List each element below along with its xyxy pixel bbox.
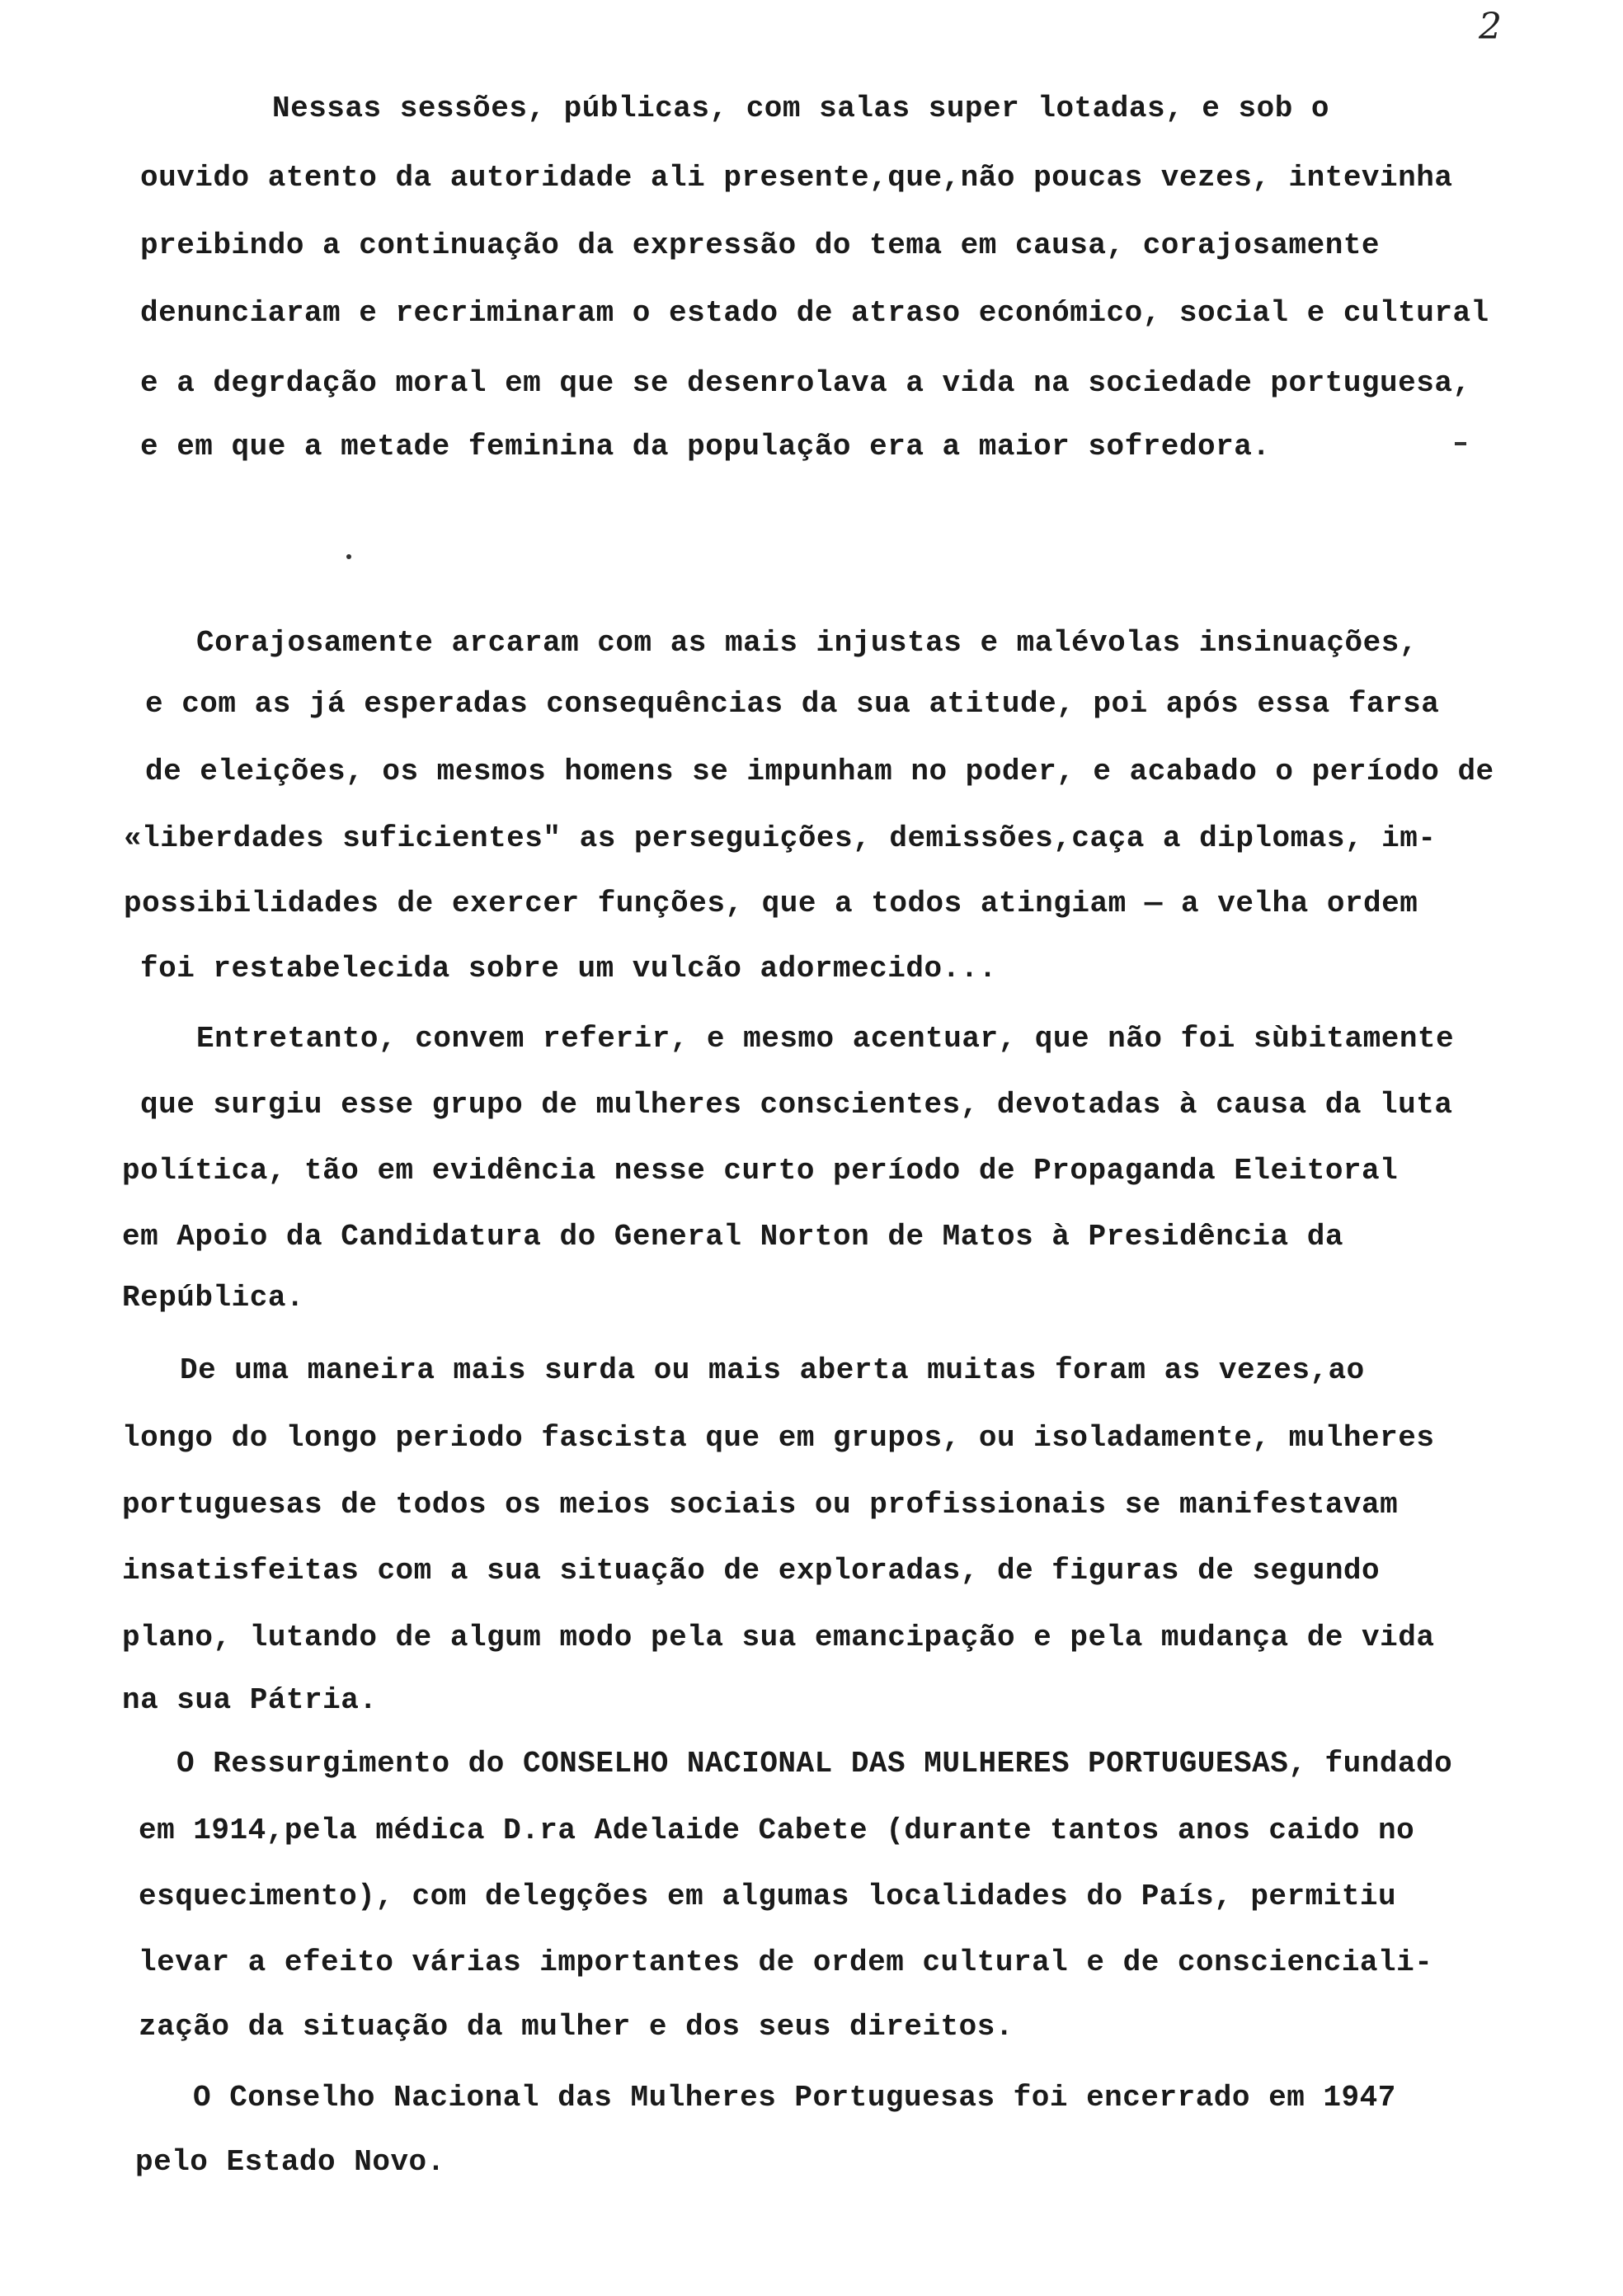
paragraph-4-line-1: De uma maneira mais surda ou mais aberta muitas foram as vezes,ao bbox=[180, 1353, 1365, 1387]
paragraph-5-line-3: esquecimento), com delegções em algumas localidades do País, permitiu bbox=[139, 1880, 1397, 1913]
paragraph-2-line-1: Corajosamente arcaram com as mais injustas e malévolas insinuações, bbox=[196, 626, 1418, 660]
paragraph-2-line-5: possibilidades de exercer funções, que a todos atingiam — a velha ordem bbox=[124, 887, 1418, 920]
paragraph-3-line-3: política, tão em evidência nesse curto período de Propaganda Eleitoral bbox=[122, 1154, 1399, 1188]
paragraph-6-line-1: O Conselho Nacional das Mulheres Portuguesas foi encerrado em 1947 bbox=[193, 2081, 1396, 2115]
paragraph-5-line-4: levar a efeito várias importantes de ordem cultural e de conscienciali- bbox=[139, 1945, 1433, 1979]
paragraph-4-line-5: plano, lutando de algum modo pela sua emancipação e pela mudança de vida bbox=[122, 1621, 1435, 1654]
ink-dot bbox=[346, 554, 351, 559]
paragraph-3-line-4: em Apoio da Candidatura do General Norton de Matos à Presidência da bbox=[122, 1220, 1343, 1254]
paragraph-1-line-2: ouvido atento da autoridade ali presente,que,não poucas vezes, intevinha bbox=[140, 161, 1453, 195]
paragraph-3-line-1: Entretanto, convem referir, e mesmo acentuar, que não foi sùbitamente bbox=[196, 1022, 1455, 1056]
paragraph-2-line-6: foi restabelecida sobre um vulcão adormecido... bbox=[140, 952, 997, 986]
paragraph-4-line-6: na sua Pátria. bbox=[122, 1683, 378, 1717]
page-number: 2 bbox=[1479, 6, 1502, 48]
paragraph-6-line-2: pelo Estado Novo. bbox=[135, 2145, 445, 2179]
paragraph-5-line-1: O Ressurgimento do CONSELHO NACIONAL DAS MULHERES PORTUGUESAS, fundado bbox=[176, 1747, 1453, 1781]
paragraph-1-line-6: e em que a metade feminina da população era a maior sofredora. bbox=[140, 430, 1271, 463]
paragraph-5-line-2: em 1914,pela médica D.ra Adelaide Cabete (durante tantos anos caido no bbox=[139, 1814, 1415, 1847]
paragraph-1-line-3: preibindo a continuação da expressão do tema em causa, corajosamente bbox=[140, 228, 1381, 262]
paragraph-4-line-3: portuguesas de todos os meios sociais ou profissionais se manifestavam bbox=[122, 1488, 1399, 1522]
paragraph-5-line-5: zação da situação da mulher e dos seus direitos. bbox=[139, 2010, 1014, 2044]
margin-dash-mark bbox=[1455, 442, 1466, 445]
paragraph-4-line-2: longo do longo periodo fascista que em grupos, ou isoladamente, mulheres bbox=[122, 1421, 1435, 1455]
paragraph-1-line-1: Nessas sessões, públicas, com salas super lotadas, e sob o bbox=[272, 92, 1330, 125]
paragraph-2-line-4: «liberdades suficientes" as perseguições, demissões,caça a diplomas, im- bbox=[124, 821, 1437, 855]
paragraph-2-line-2: e com as já esperadas consequências da sua atitude, poi após essa farsa bbox=[145, 687, 1440, 721]
paragraph-4-line-4: insatisfeitas com a sua situação de exploradas, de figuras de segundo bbox=[122, 1554, 1381, 1588]
paragraph-3-line-5: República. bbox=[122, 1281, 305, 1315]
paragraph-1-line-5: e a degrdação moral em que se desenrolava a vida na sociedade portuguesa, bbox=[140, 366, 1471, 400]
paragraph-3-line-2: que surgiu esse grupo de mulheres conscientes, devotadas à causa da luta bbox=[140, 1088, 1453, 1122]
paragraph-1-line-4: denunciaram e recriminaram o estado de atraso económico, social e cultural bbox=[140, 296, 1489, 330]
paragraph-2-line-3: de eleições, os mesmos homens se impunham no poder, e acabado o período de bbox=[145, 755, 1494, 788]
